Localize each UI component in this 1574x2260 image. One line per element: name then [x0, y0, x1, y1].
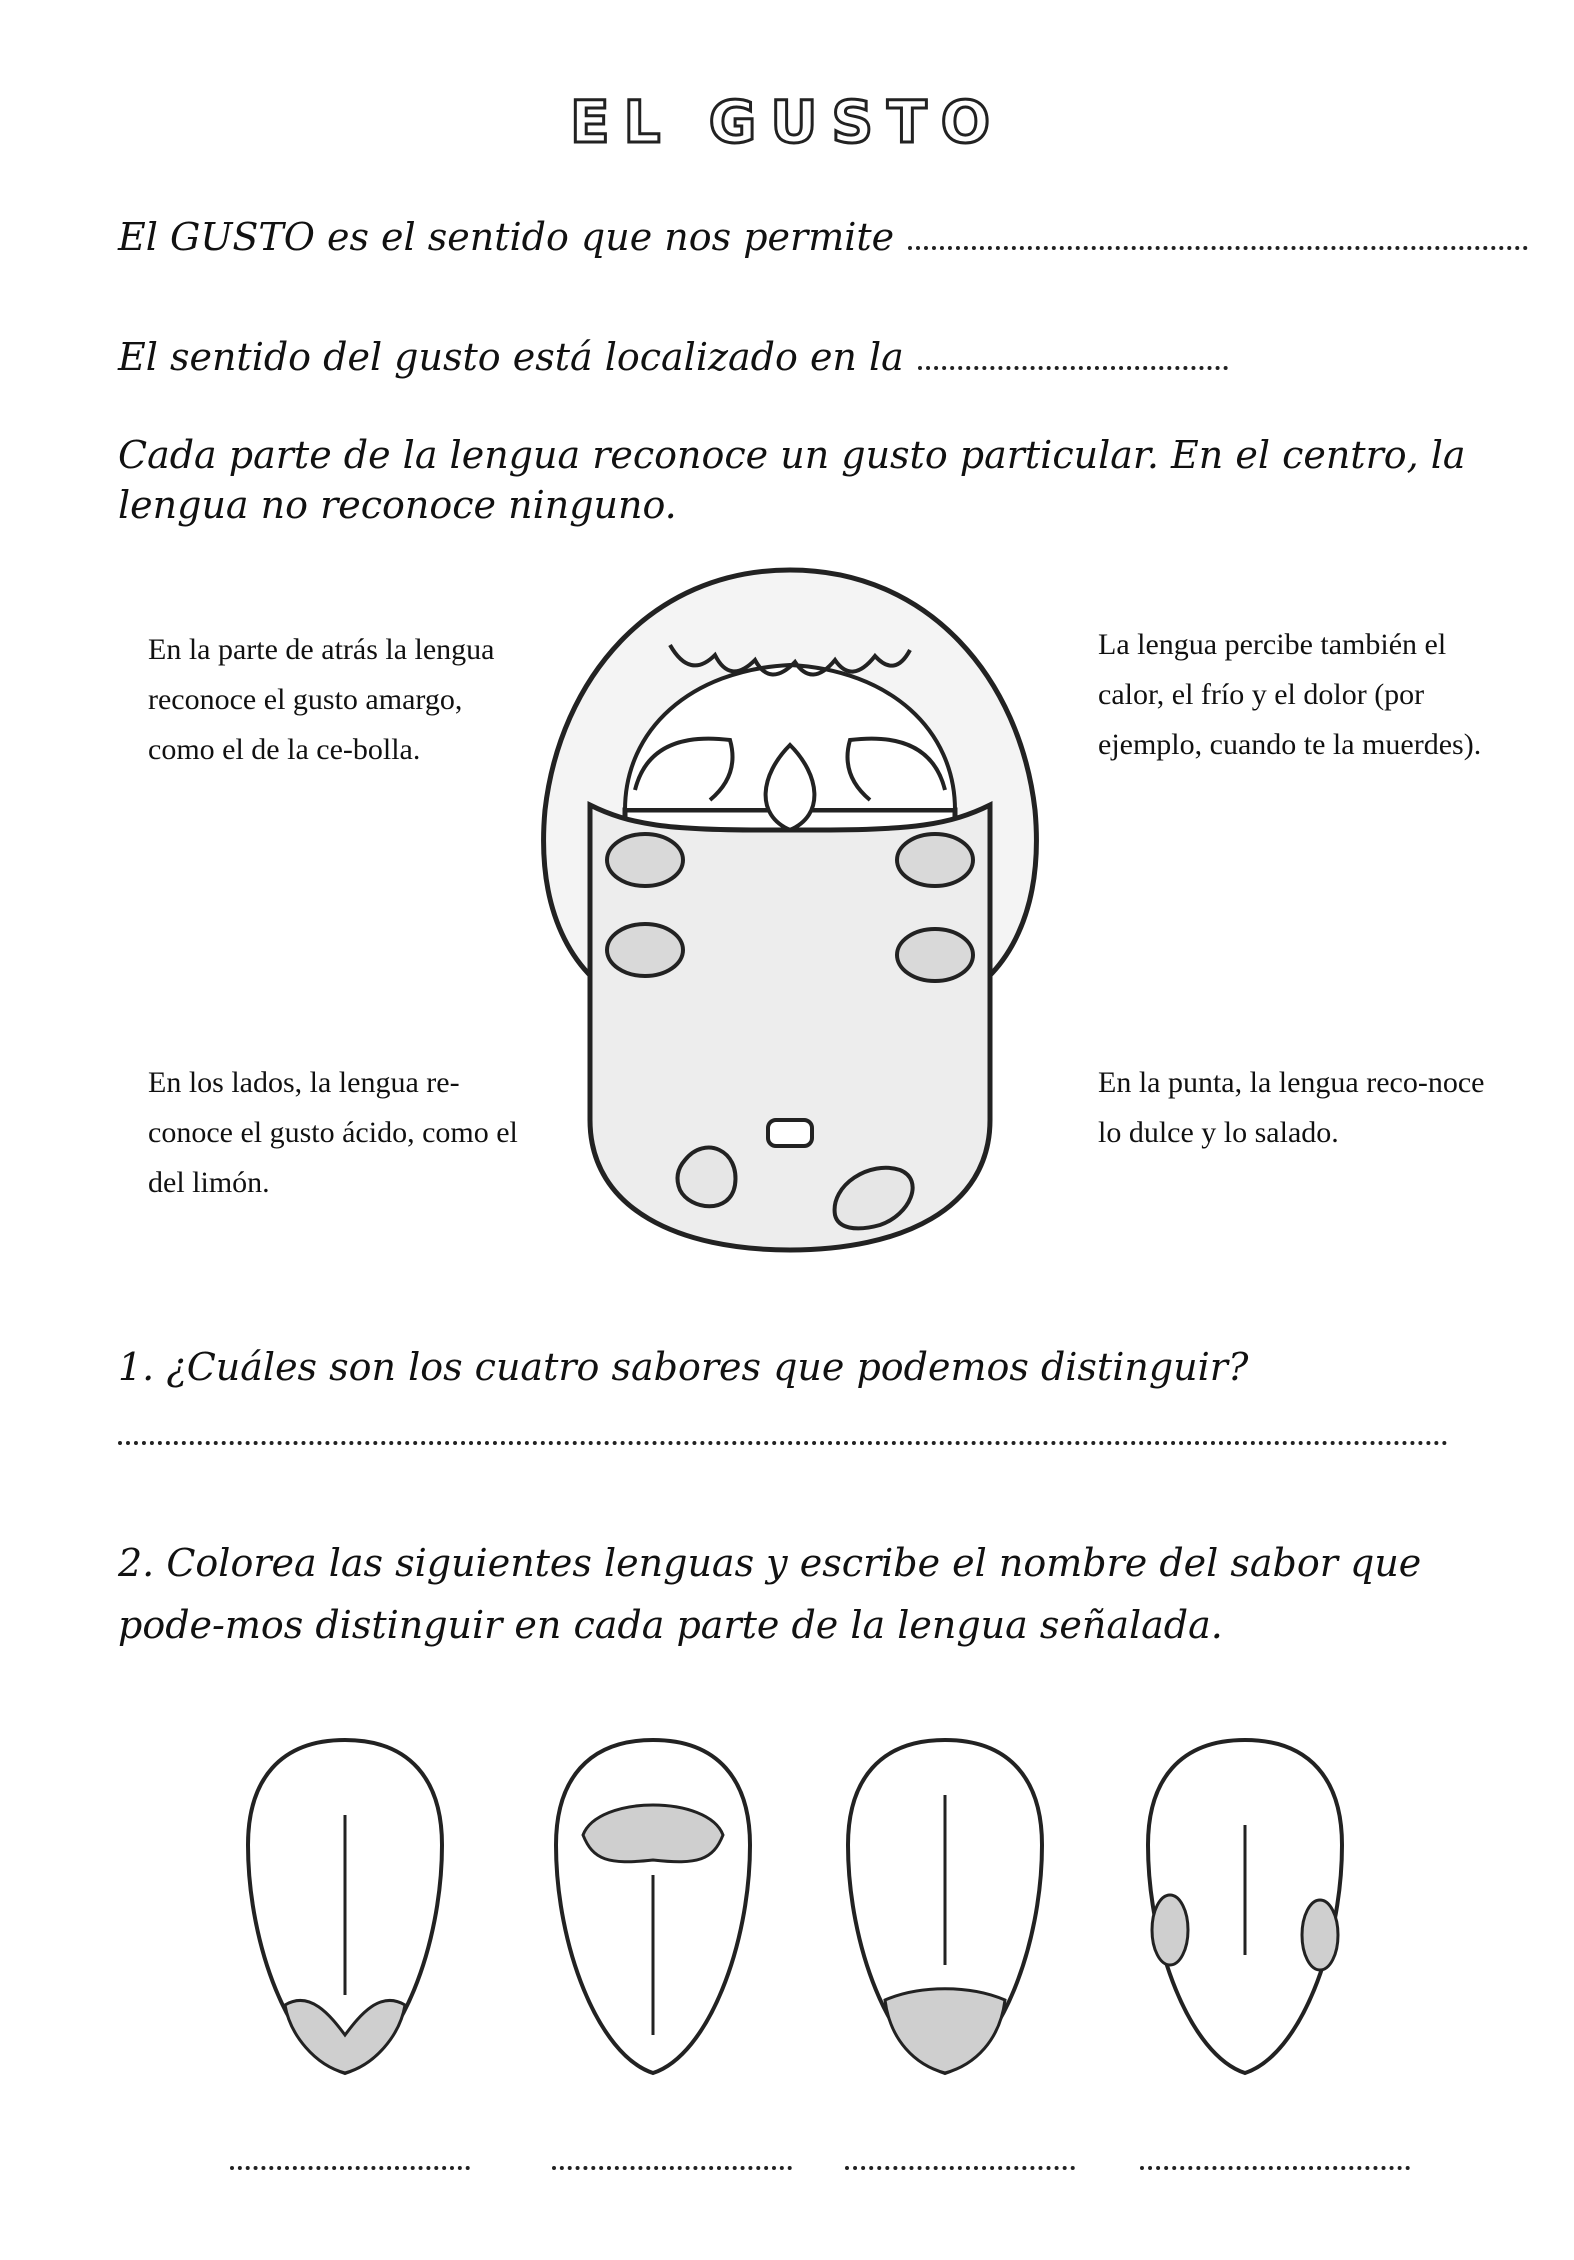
statement-location [118, 335, 1228, 379]
page-title: EL GUSTO [569, 88, 1005, 156]
answer-blank-q1[interactable] [118, 1440, 1448, 1445]
question-2: 2. Colorea las siguientes lenguas y escribe el nombre del sabor que pode-mos distinguir en cada parte de la lengua señalada. [118, 1541, 1422, 1647]
answer-blank-tongue-4[interactable] [1140, 2165, 1410, 2170]
tongue-sweet-tip[interactable] [840, 1735, 1050, 2080]
label-sides-sour: En los lados, la lengua re-conoce el gusto ácido, como el del limón. [148, 1066, 518, 1199]
tongue-sweet-salty[interactable] [240, 1735, 450, 2080]
mouth-tongue-diagram [530, 560, 1050, 1260]
answer-blank-sense[interactable] [908, 245, 1528, 250]
label-back-bitter: En la parte de atrás la lengua reconoce el gusto amargo, como el de la ce-bolla. [148, 633, 495, 766]
answer-blank-tongue-1[interactable] [230, 2165, 470, 2170]
answer-blank-location[interactable] [918, 365, 1228, 370]
answer-blank-tongue-2[interactable] [552, 2165, 792, 2170]
tongue-bitter[interactable] [548, 1735, 758, 2080]
tongue-sour-sides[interactable] [1140, 1735, 1350, 2080]
label-temperature-pain: La lengua percibe también el calor, el frío y el dolor (por ejemplo, cuando te la muerdes). [1098, 628, 1482, 761]
answer-blank-tongue-3[interactable] [845, 2165, 1075, 2170]
statement-location-text: El sentido del gusto está localizado en la [118, 335, 904, 379]
statement-sense-text: El GUSTO es el sentido que nos permite [118, 215, 895, 259]
statement-zones: Cada parte de la lengua reconoce un gusto particular. En el centro, la lengua no reconoce ninguno. [118, 433, 1466, 527]
label-tip-sweet-salty: En la punta, la lengua reco-noce lo dulce y lo salado. [1098, 1066, 1485, 1149]
question-1: 1. ¿Cuáles son los cuatro sabores que podemos distinguir? [118, 1345, 1249, 1389]
statement-sense [118, 215, 1528, 259]
